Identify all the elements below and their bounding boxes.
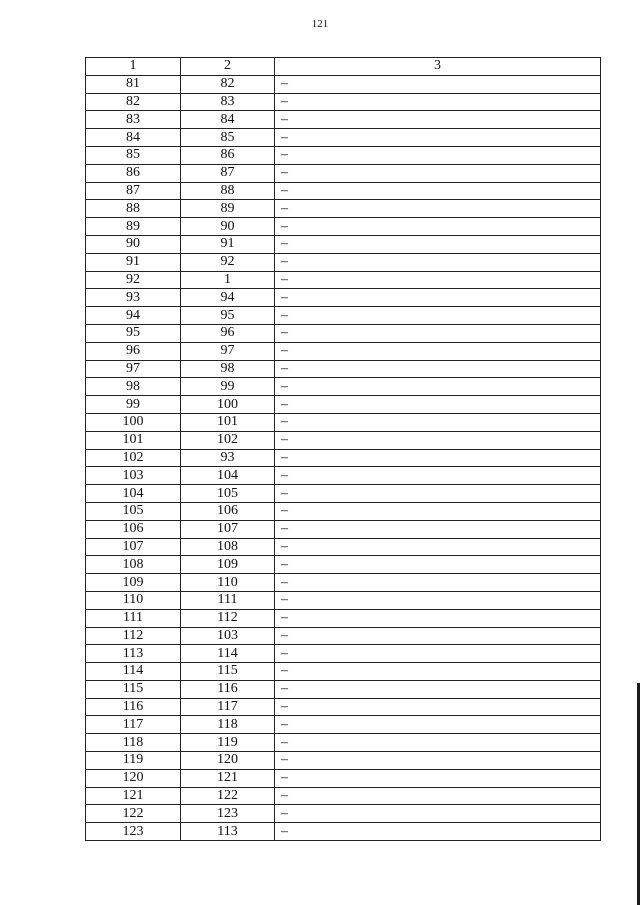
table-row <box>86 502 601 520</box>
cell-col-2: 82 <box>181 75 275 93</box>
table-row <box>86 734 601 752</box>
cell-col-2: 95 <box>181 307 275 325</box>
table-row <box>86 449 601 467</box>
table-row <box>86 609 601 627</box>
table-row <box>86 698 601 716</box>
cell-col-2: 91 <box>181 235 275 253</box>
table-row <box>86 413 601 431</box>
cell-col-2: 113 <box>181 823 275 841</box>
cell-col-2: 107 <box>181 520 275 538</box>
cell-col-2: 110 <box>181 574 275 592</box>
cell-col-2: 111 <box>181 591 275 609</box>
cell-col-3: – <box>275 698 601 716</box>
cell-col-2: 106 <box>181 502 275 520</box>
cell-col-3: – <box>275 75 601 93</box>
column-header-1: 1 <box>86 58 181 76</box>
cell-col-3: – <box>275 324 601 342</box>
cell-col-1: 95 <box>86 324 181 342</box>
cell-col-3: – <box>275 485 601 503</box>
cell-col-3: – <box>275 378 601 396</box>
cell-col-2: 104 <box>181 467 275 485</box>
cell-col-3: – <box>275 574 601 592</box>
cell-col-3: – <box>275 431 601 449</box>
cell-col-3: – <box>275 663 601 681</box>
cell-col-2: 109 <box>181 556 275 574</box>
table-row <box>86 787 601 805</box>
table-row <box>86 431 601 449</box>
cell-col-1: 103 <box>86 467 181 485</box>
cell-col-3: – <box>275 218 601 236</box>
cell-col-3: – <box>275 538 601 556</box>
cell-col-1: 87 <box>86 182 181 200</box>
cell-col-2: 117 <box>181 698 275 716</box>
table-row <box>86 146 601 164</box>
cell-col-3: – <box>275 253 601 271</box>
table-row <box>86 360 601 378</box>
cell-col-2: 97 <box>181 342 275 360</box>
cell-col-1: 102 <box>86 449 181 467</box>
table-row <box>86 663 601 681</box>
cell-col-2: 98 <box>181 360 275 378</box>
table-row <box>86 538 601 556</box>
cell-col-3: – <box>275 271 601 289</box>
table-row <box>86 396 601 414</box>
cell-col-2: 93 <box>181 449 275 467</box>
cell-col-2: 105 <box>181 485 275 503</box>
cell-col-2: 114 <box>181 645 275 663</box>
cell-col-1: 120 <box>86 769 181 787</box>
column-header-3: 3 <box>275 58 601 76</box>
table-row <box>86 769 601 787</box>
cell-col-3: – <box>275 289 601 307</box>
cell-col-2: 94 <box>181 289 275 307</box>
cell-col-1: 112 <box>86 627 181 645</box>
cell-col-3: – <box>275 627 601 645</box>
table-row <box>86 591 601 609</box>
cell-col-3: – <box>275 823 601 841</box>
cell-col-2: 116 <box>181 680 275 698</box>
cell-col-2: 119 <box>181 734 275 752</box>
cell-col-2: 123 <box>181 805 275 823</box>
cell-col-2: 108 <box>181 538 275 556</box>
cell-col-3: – <box>275 520 601 538</box>
cell-col-3: – <box>275 449 601 467</box>
cell-col-1: 108 <box>86 556 181 574</box>
cell-col-2: 101 <box>181 413 275 431</box>
table-row <box>86 289 601 307</box>
table-row <box>86 823 601 841</box>
cell-col-1: 110 <box>86 591 181 609</box>
cell-col-1: 82 <box>86 93 181 111</box>
cell-col-1: 114 <box>86 663 181 681</box>
cell-col-2: 118 <box>181 716 275 734</box>
cell-col-1: 99 <box>86 396 181 414</box>
table-row <box>86 378 601 396</box>
cell-col-1: 98 <box>86 378 181 396</box>
cell-col-3: – <box>275 182 601 200</box>
cell-col-1: 100 <box>86 413 181 431</box>
table-row <box>86 111 601 129</box>
page-number: 121 <box>311 18 329 30</box>
table-row <box>86 716 601 734</box>
cell-col-3: – <box>275 805 601 823</box>
cell-col-1: 89 <box>86 218 181 236</box>
cell-col-3: – <box>275 752 601 770</box>
cell-col-1: 115 <box>86 680 181 698</box>
cell-col-2: 85 <box>181 129 275 147</box>
table-row <box>86 805 601 823</box>
cell-col-1: 104 <box>86 485 181 503</box>
cell-col-3: – <box>275 716 601 734</box>
table-row <box>86 485 601 503</box>
table-row <box>86 520 601 538</box>
cell-col-1: 90 <box>86 235 181 253</box>
cell-col-3: – <box>275 93 601 111</box>
cell-col-1: 106 <box>86 520 181 538</box>
column-header-2: 2 <box>181 58 275 76</box>
cell-col-3: – <box>275 111 601 129</box>
table-row <box>86 253 601 271</box>
cell-col-1: 113 <box>86 645 181 663</box>
cell-col-2: 1 <box>181 271 275 289</box>
cell-col-2: 86 <box>181 146 275 164</box>
cell-col-1: 92 <box>86 271 181 289</box>
table-row <box>86 93 601 111</box>
cell-col-1: 107 <box>86 538 181 556</box>
cell-col-3: – <box>275 787 601 805</box>
cell-col-1: 118 <box>86 734 181 752</box>
cell-col-1: 117 <box>86 716 181 734</box>
table-header-row <box>86 58 601 76</box>
table-body <box>86 75 601 840</box>
cell-col-1: 116 <box>86 698 181 716</box>
table-row <box>86 200 601 218</box>
table-row <box>86 342 601 360</box>
cell-col-3: – <box>275 609 601 627</box>
cell-col-3: – <box>275 146 601 164</box>
cell-col-2: 99 <box>181 378 275 396</box>
cell-col-3: – <box>275 734 601 752</box>
cell-col-1: 119 <box>86 752 181 770</box>
cell-col-1: 88 <box>86 200 181 218</box>
cell-col-1: 123 <box>86 823 181 841</box>
cell-col-2: 84 <box>181 111 275 129</box>
cell-col-1: 121 <box>86 787 181 805</box>
table-row <box>86 627 601 645</box>
table-row <box>86 164 601 182</box>
cell-col-1: 96 <box>86 342 181 360</box>
cell-col-2: 90 <box>181 218 275 236</box>
cell-col-2: 87 <box>181 164 275 182</box>
cell-col-2: 121 <box>181 769 275 787</box>
cell-col-3: – <box>275 307 601 325</box>
table-row <box>86 752 601 770</box>
cell-col-2: 122 <box>181 787 275 805</box>
cell-col-1: 109 <box>86 574 181 592</box>
cell-col-2: 92 <box>181 253 275 271</box>
table-row <box>86 680 601 698</box>
cell-col-1: 101 <box>86 431 181 449</box>
table-row <box>86 182 601 200</box>
table-row <box>86 574 601 592</box>
cell-col-2: 100 <box>181 396 275 414</box>
table-row <box>86 129 601 147</box>
cell-col-1: 122 <box>86 805 181 823</box>
cell-col-2: 88 <box>181 182 275 200</box>
cell-col-1: 83 <box>86 111 181 129</box>
cell-col-2: 102 <box>181 431 275 449</box>
cell-col-1: 81 <box>86 75 181 93</box>
cell-col-3: – <box>275 235 601 253</box>
table-row <box>86 218 601 236</box>
table-row <box>86 556 601 574</box>
cell-col-3: – <box>275 680 601 698</box>
cell-col-2: 115 <box>181 663 275 681</box>
cell-col-1: 111 <box>86 609 181 627</box>
cell-col-1: 86 <box>86 164 181 182</box>
cell-col-3: – <box>275 502 601 520</box>
cell-col-3: – <box>275 591 601 609</box>
cell-col-3: – <box>275 360 601 378</box>
cell-col-2: 83 <box>181 93 275 111</box>
table-row <box>86 467 601 485</box>
cell-col-3: – <box>275 200 601 218</box>
cell-col-1: 85 <box>86 146 181 164</box>
cell-col-3: – <box>275 769 601 787</box>
cell-col-1: 93 <box>86 289 181 307</box>
cell-col-3: – <box>275 413 601 431</box>
cell-col-2: 112 <box>181 609 275 627</box>
cell-col-2: 120 <box>181 752 275 770</box>
cell-col-1: 97 <box>86 360 181 378</box>
table-row <box>86 307 601 325</box>
cell-col-3: – <box>275 396 601 414</box>
cell-col-2: 89 <box>181 200 275 218</box>
cell-col-1: 105 <box>86 502 181 520</box>
cell-col-3: – <box>275 342 601 360</box>
cell-col-2: 96 <box>181 324 275 342</box>
cell-col-1: 94 <box>86 307 181 325</box>
table-row <box>86 271 601 289</box>
cell-col-3: – <box>275 467 601 485</box>
cell-col-1: 91 <box>86 253 181 271</box>
table-row <box>86 75 601 93</box>
cell-col-1: 84 <box>86 129 181 147</box>
table-row <box>86 645 601 663</box>
cell-col-3: – <box>275 164 601 182</box>
cell-col-3: – <box>275 129 601 147</box>
data-table <box>85 57 601 841</box>
cell-col-3: – <box>275 645 601 663</box>
table-row <box>86 235 601 253</box>
cell-col-2: 103 <box>181 627 275 645</box>
cell-col-3: – <box>275 556 601 574</box>
table-row <box>86 324 601 342</box>
